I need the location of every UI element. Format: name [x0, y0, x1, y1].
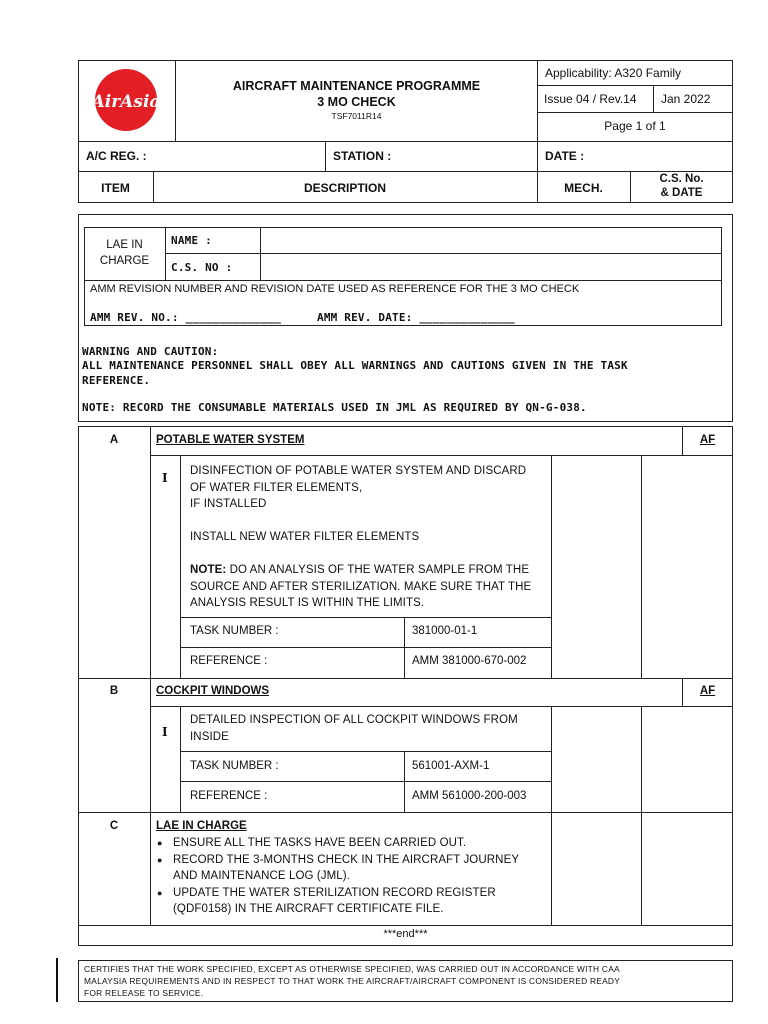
check-title: 3 MO CHECK: [317, 95, 396, 109]
sub-item-label: I: [162, 471, 168, 485]
note-label: NOTE:: [190, 564, 227, 576]
cs-column-header: C.S. No.: [659, 173, 704, 185]
logo-text: AirAsia: [91, 92, 161, 112]
issue-revision: Issue 04 / Rev.14: [544, 92, 637, 106]
reference-value: AMM 561000-200-003: [412, 790, 527, 802]
item-column-header: ITEM: [101, 181, 130, 195]
bullet-text: ● UPDATE THE WATER STERILIZATION RECORD REGISTER: [173, 886, 496, 899]
table-divider: [180, 617, 551, 618]
desc-line: IF INSTALLED: [190, 498, 267, 510]
amm-revision-note: AMM REVISION NUMBER AND REVISION DATE USED AS REFERENCE FOR THE 3 MO CHECK: [90, 283, 580, 295]
lae-divider: [165, 253, 722, 254]
reference-label: REFERENCE :: [190, 655, 268, 667]
desc-line: OF WATER FILTER ELEMENTS,: [190, 481, 363, 494]
lae-label: LAE IN: [106, 239, 143, 251]
header-divider: [653, 85, 654, 112]
lae-in-charge-title: LAE IN CHARGE: [156, 820, 247, 832]
desc-note: [190, 562, 550, 579]
table-divider: [78, 678, 733, 679]
desc-line: INSTALL NEW WATER FILTER ELEMENTS: [190, 531, 420, 543]
header-divider: [537, 85, 733, 86]
table-divider: [180, 706, 181, 812]
note-text: ANALYSIS RESULT IS WITHIN THE LIMITS.: [190, 597, 425, 609]
bullet-text: ENSURE ALL THE TASKS HAVE BEEN CARRIED OUT.: [173, 837, 467, 849]
table-divider: [180, 455, 181, 678]
list-item: [155, 835, 550, 852]
amm-rev-no-field[interactable]: AMM REV. NO.: ______________: [90, 311, 282, 324]
certification-text-3: FOR RELEASE TO SERVICE.: [84, 988, 204, 998]
desc-line: INSIDE: [190, 730, 229, 743]
issue-date: Jan 2022: [661, 92, 711, 106]
header-divider: [537, 112, 733, 113]
amm-rev-date-field[interactable]: AMM REV. DATE: ______________: [317, 311, 515, 324]
note-text: SOURCE AND AFTER STERILIZATION. MAKE SURE THAT THE: [190, 580, 532, 593]
date-field[interactable]: DATE :: [545, 149, 585, 163]
lae-label-2: CHARGE: [99, 255, 150, 267]
bullet-text: AND MAINTENANCE LOG (JML).: [173, 870, 351, 882]
reference-label: REFERENCE :: [190, 790, 268, 802]
list-item: [155, 885, 550, 918]
airasia-logo: [86, 67, 166, 133]
cs-date-column-header: & DATE: [660, 187, 703, 199]
mech-column-header: MECH.: [564, 181, 603, 195]
header-divider: [78, 141, 733, 142]
table-divider: [641, 455, 642, 678]
programme-title: AIRCRAFT MAINTENANCE PROGRAMME: [232, 79, 481, 93]
warning-text-2: REFERENCE.: [82, 374, 151, 387]
certification-text-2: MALAYSIA REQUIREMENTS AND IN RESPECT TO THAT WORK THE AIRCRAFT/AIRCRAFT COMPONENT IS CONSIDERED READY: [84, 976, 621, 986]
item-c-label: C: [109, 820, 119, 832]
table-divider: [150, 426, 151, 925]
certification-margin-bar: [56, 958, 58, 1002]
cockpit-windows-title: COCKPIT WINDOWS: [156, 685, 270, 697]
task-b-description: [190, 712, 550, 745]
ac-reg-field[interactable]: A/C REG. :: [86, 149, 147, 163]
table-divider: [551, 455, 552, 678]
form-number: TSF7011R14: [331, 111, 382, 121]
header-divider: [78, 171, 733, 172]
lae-name-field[interactable]: NAME :: [171, 234, 212, 247]
lae-divider: [84, 280, 722, 281]
table-divider: [404, 751, 405, 812]
table-divider: [551, 812, 552, 925]
table-divider: [180, 647, 551, 648]
warning-text: ALL MAINTENANCE PERSONNEL SHALL OBEY ALL WARNINGS AND CAUTIONS GIVEN IN THE TASK: [82, 359, 628, 372]
potable-water-title: POTABLE WATER SYSTEM: [156, 434, 305, 446]
lae-checklist: [155, 835, 550, 918]
desc-line: DETAILED INSPECTION OF ALL COCKPIT WINDOWS FROM: [190, 714, 518, 726]
table-divider: [180, 781, 551, 782]
table-divider: [641, 706, 642, 812]
table-divider: [180, 751, 551, 752]
table-divider: [78, 925, 733, 926]
task-number-value: 381000-01-1: [412, 625, 478, 637]
task-number-label: TASK NUMBER :: [190, 625, 279, 637]
applicability-text: Applicability: A320 Family: [545, 66, 682, 80]
bullet-text: ● RECORD THE 3-MONTHS CHECK IN THE AIRCRAFT JOURNEY: [173, 853, 520, 866]
warning-heading: WARNING AND CAUTION:: [82, 345, 219, 358]
af-code: AF: [699, 434, 716, 446]
table-divider: [404, 617, 405, 678]
note-text: DO AN ANALYSIS OF THE WATER SAMPLE FROM THE: [226, 564, 530, 576]
bullet-text: (QDF0158) IN THE AIRCRAFT CERTIFICATE FILE.: [173, 903, 444, 915]
lae-cs-no-field[interactable]: C.S. NO :: [171, 261, 233, 274]
item-b-label: B: [109, 685, 119, 697]
header-divider: [325, 141, 326, 171]
task-a-description: [190, 463, 550, 612]
consumable-note: NOTE: RECORD THE CONSUMABLE MATERIALS USED IN JML AS REQUIRED BY QN-G-038.: [82, 401, 587, 414]
sub-item-label: I: [162, 725, 168, 739]
station-field[interactable]: STATION :: [333, 149, 392, 163]
task-number-value: 561001-AXM-1: [412, 760, 490, 772]
af-code: AF: [699, 685, 716, 697]
list-item: [155, 852, 550, 885]
end-marker: ***end***: [383, 928, 428, 940]
certification-text: CERTIFIES THAT THE WORK SPECIFIED, EXCEPT AS OTHERWISE SPECIFIED, WAS CARRIED OUT IN ACCORDANCE WITH CAA: [84, 964, 620, 974]
table-divider: [78, 812, 733, 813]
task-number-label: TASK NUMBER :: [190, 760, 279, 772]
desc-line: DISINFECTION OF POTABLE WATER SYSTEM AND DISCARD: [190, 465, 527, 477]
reference-value: AMM 381000-670-002: [412, 655, 527, 667]
table-divider: [551, 706, 552, 812]
description-column-header: DESCRIPTION: [303, 181, 386, 195]
item-a-label: A: [109, 434, 119, 446]
page-number: Page 1 of 1: [604, 119, 666, 133]
table-divider: [641, 812, 642, 925]
table-divider: [150, 455, 733, 456]
table-divider: [150, 706, 733, 707]
